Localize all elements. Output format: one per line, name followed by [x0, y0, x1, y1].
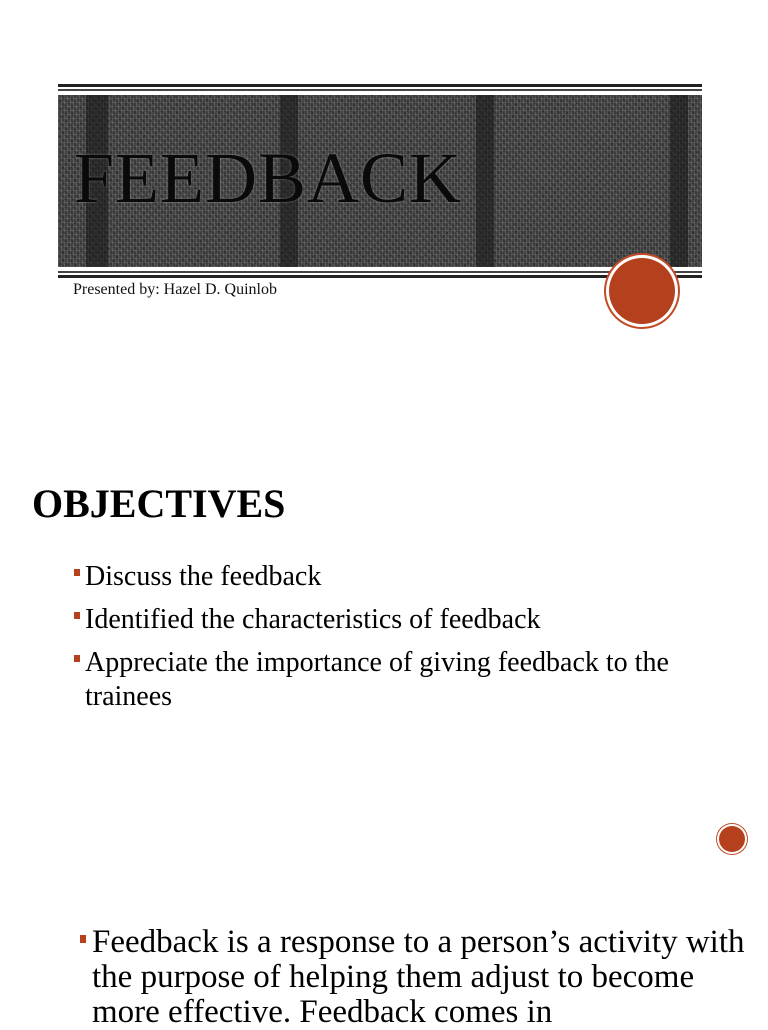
decorative-circle-large: [609, 258, 675, 324]
objective-text: Appreciate the importance of giving feedback to the trainees: [85, 647, 669, 712]
objectives-list: [74, 560, 714, 723]
presenter-credit: Presented by: Hazel D. Quinlob: [73, 281, 277, 298]
banner-top-rule-inner: [58, 89, 702, 91]
list-item: [80, 925, 760, 1030]
slide-title: FEEDBACK: [74, 138, 463, 218]
bullet-marker: [80, 935, 86, 943]
objectives-heading: OBJECTIVES: [32, 481, 286, 526]
objective-text: Identified the characteristics of feedback: [85, 604, 541, 635]
bullet-marker: [74, 655, 80, 662]
banner-top-rule: [58, 84, 702, 87]
title-banner: [58, 84, 702, 278]
banner-dark-stripe: [476, 95, 494, 267]
objective-text: Discuss the feedback: [85, 561, 322, 592]
banner-bottom-rule-inner: [58, 271, 702, 273]
list-item: [74, 603, 714, 637]
banner-dark-stripe: [670, 95, 688, 267]
decorative-circle-small: [719, 826, 745, 852]
bullet-marker: [74, 569, 80, 576]
definition-text: Feedback is a response to a person’s activity with the purpose of helping them adjust to become more effective. Feedback comes in: [92, 924, 745, 1030]
bullet-marker: [74, 612, 80, 619]
list-item: [74, 646, 685, 714]
banner-bottom-rule: [58, 275, 702, 278]
list-item: [74, 560, 714, 594]
definition-block: [80, 925, 760, 1030]
